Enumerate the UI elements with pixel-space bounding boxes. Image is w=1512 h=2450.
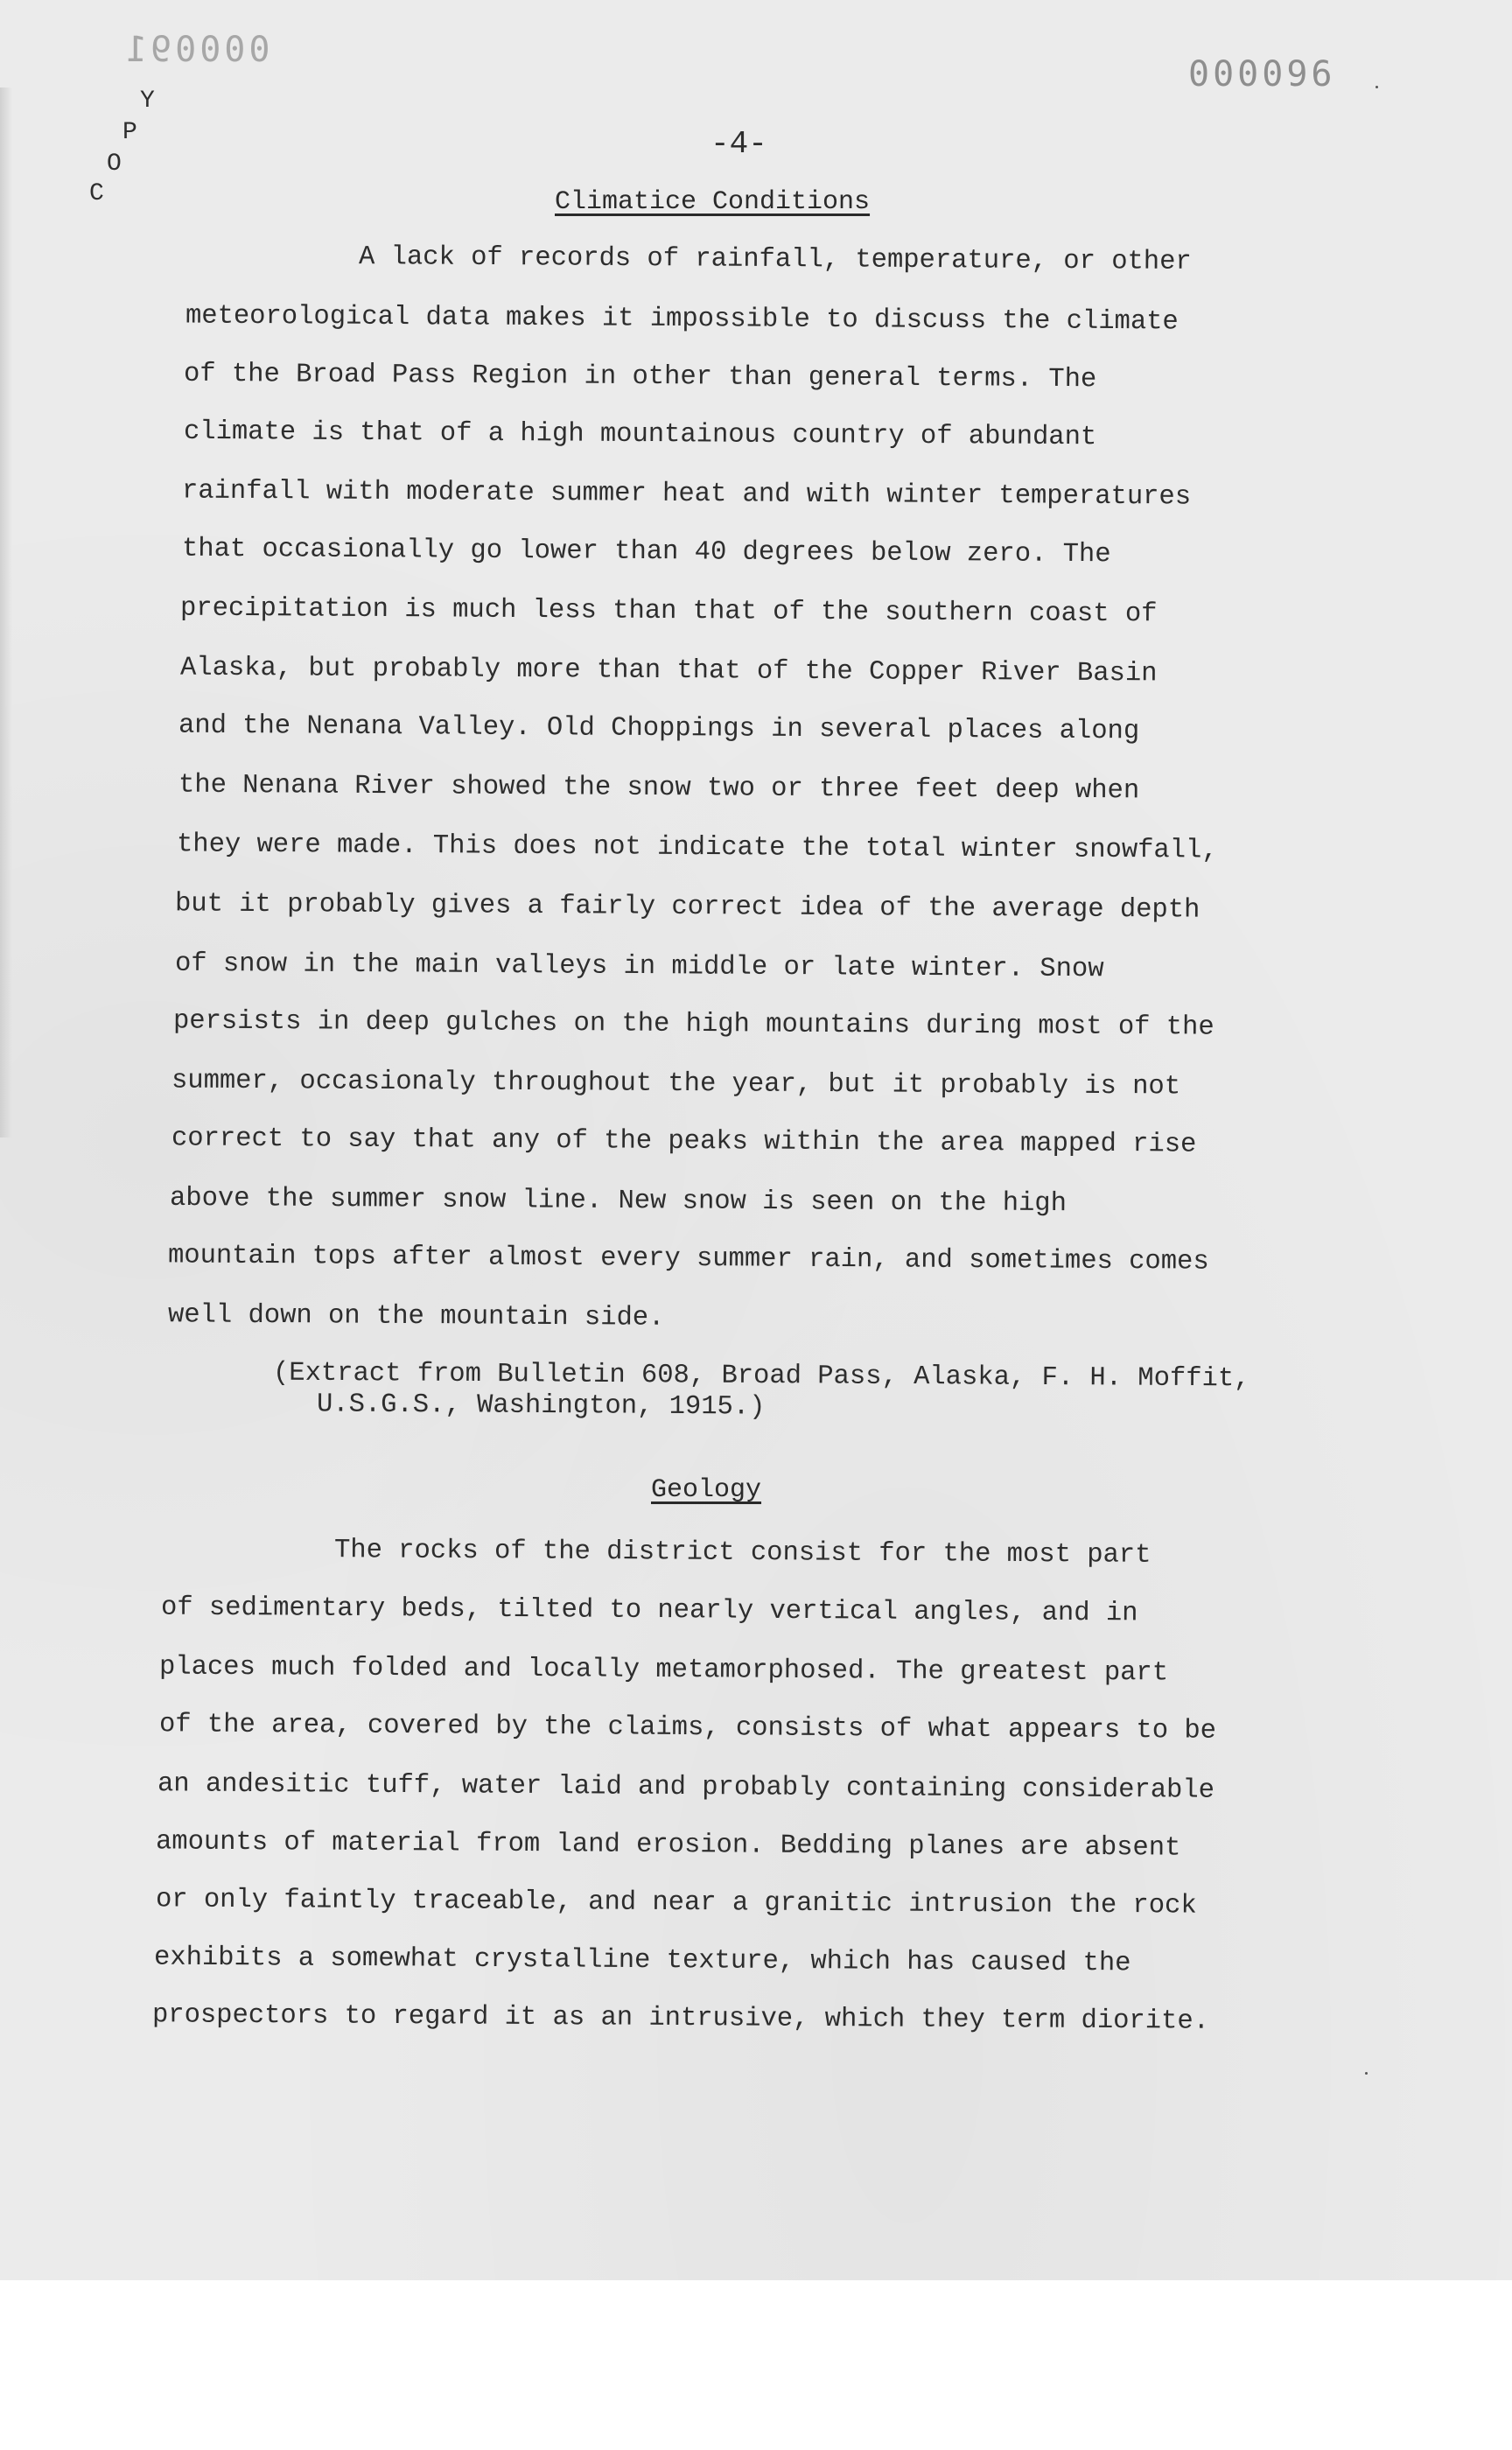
body-text-line: well down on the mountain side.: [167, 1300, 665, 1334]
page-stamp-number: 000096: [1188, 54, 1336, 94]
body-text-line: correct to say that any of the peaks within the area mapped rise: [171, 1124, 1197, 1160]
copy-mark-letter: P: [122, 119, 137, 146]
copy-mark-letter: C: [89, 180, 104, 207]
body-text-line: rainfall with moderate summer heat and with winter temperatures: [181, 476, 1192, 513]
body-text-line: of the area, covered by the claims, consists of what appears to be: [158, 1710, 1217, 1746]
body-text-line: persists in deep gulches on the high mountains during most of the: [172, 1006, 1214, 1043]
body-text-line: mountain tops after almost every summer rain, and sometimes comes: [167, 1241, 1209, 1278]
page-number: -4-: [710, 126, 767, 162]
body-text-line: precipitation is much less than that of the southern coast of: [179, 593, 1158, 630]
body-text-line: the Nenana River showed the snow two or three feet deep when: [178, 770, 1140, 807]
body-text-line: exhibits a somewhat crystalline texture, which has caused the: [153, 1942, 1131, 1979]
body-text-line: an andesitic tuff, water laid and probably containing considerable: [157, 1769, 1215, 1806]
body-text-line: of snow in the main valleys in middle or late winter. Snow: [174, 948, 1104, 985]
body-text-line: summer, occasionaly throughout the year, but it probably is not: [171, 1066, 1181, 1102]
body-text-line: that occasionally go lower than 40 degrees below zero. The: [181, 534, 1111, 570]
body-text-line: and the Nenana Valley. Old Choppings in several places along: [178, 710, 1140, 747]
body-text-line: prospectors to regard it as an intrusive, which they term diorite.: [151, 2000, 1210, 2037]
body-text-line: of sedimentary beds, tilted to nearly vertical angles, and in: [160, 1592, 1138, 1629]
body-text-line: of the Broad Pass Region in other than general terms. The: [183, 359, 1097, 396]
body-text-line: but it probably gives a fairly correct idea of the average depth: [174, 889, 1200, 926]
body-text-line: above the summer snow line. New snow is seen on the high: [169, 1183, 1068, 1220]
binding-shadow: [0, 88, 12, 1138]
body-text-line: A lack of records of rainfall, temperature, or other: [358, 242, 1192, 277]
scan-speck: [1365, 2072, 1368, 2075]
body-text-line: places much folded and locally metamorphosed. The greatest part: [158, 1652, 1169, 1689]
body-text-line: they were made. This does not indicate the total winter snowfall,: [176, 830, 1218, 866]
body-text-line: climate is that of a high mountainous country of abundant: [183, 416, 1097, 453]
body-text-line: Alaska, but probably more than that of the Copper River Basin: [179, 653, 1158, 690]
scan-speck: [1376, 86, 1378, 88]
copy-mark-letter: Y: [140, 88, 155, 115]
body-text-line: amounts of material from land erosion. Bedding planes are absent: [155, 1827, 1181, 1864]
section-heading-climate: Climatice Conditions: [555, 187, 871, 217]
body-text-line: or only faintly traceable, and near a granitic intrusion the rock: [155, 1885, 1197, 1922]
copy-mark-letter: O: [107, 150, 122, 178]
section-heading-geology: Geology: [651, 1475, 762, 1505]
citation-line: (Extract from Bulletin 608, Broad Pass, Alaska, F. H. Moffit,: [272, 1358, 1250, 1395]
body-text-line: The rocks of the district consist for the most part: [333, 1536, 1152, 1571]
body-text-line: meteorological data makes it impossible to discuss the climate: [185, 301, 1179, 338]
mirrored-page-stamp: 000091: [122, 30, 270, 70]
citation-line: U.S.G.S., Washington, 1915.): [316, 1390, 766, 1423]
